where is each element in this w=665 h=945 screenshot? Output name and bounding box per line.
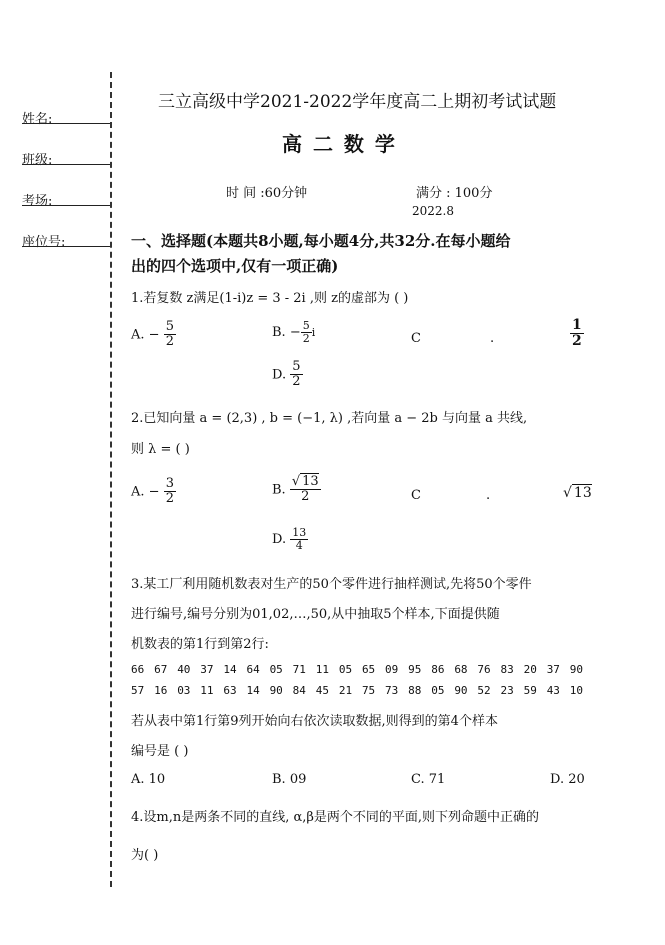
q1-option-a: A. − $\frac{5}{2}$ [131, 319, 174, 350]
q2-option-c-dot: . [486, 488, 491, 503]
name-label: 姓名: [22, 112, 53, 127]
random-number-cell: 90 [569, 663, 584, 676]
random-number-cell: 95 [408, 663, 422, 676]
random-number-cell: 10 [569, 684, 584, 697]
section-heading-line1: 一、选择题(本题共8小题,每小题4分,共32分.在每小题给 [131, 232, 511, 250]
room-label: 考场: [22, 194, 53, 209]
random-number-cell: 84 [292, 684, 306, 697]
q3-option-a: A. 10 [131, 772, 166, 787]
name-blank [22, 123, 110, 124]
random-number-cell: 23 [500, 684, 514, 697]
exam-time: 时 间 :60分钟 [226, 186, 308, 201]
random-number-cell: 11 [200, 684, 214, 697]
random-number-cell: 88 [408, 684, 422, 697]
random-number-cell: 73 [385, 684, 399, 697]
random-number-cell: 71 [292, 663, 306, 676]
random-number-cell: 90 [454, 684, 468, 697]
random-number-cell: 37 [200, 663, 214, 676]
random-number-cell: 11 [315, 663, 329, 676]
random-number-cell: 45 [315, 684, 329, 697]
q3-option-d: D. 20 [550, 772, 585, 787]
q3-line1: 3.某工厂利用随机数表对生产的50个零件进行抽样测试,先将50个零件 [131, 577, 532, 592]
seat-label: 座位号: [22, 235, 66, 250]
random-number-cell: 66 [131, 663, 145, 676]
q4-line2: 为( ) [131, 848, 159, 863]
random-number-cell: 76 [477, 663, 491, 676]
random-number-cell: 52 [477, 684, 491, 697]
q1-option-c-dot: . [490, 331, 495, 346]
q1-option-d: D. $\frac{5}{2}$ [272, 359, 301, 390]
random-number-cell: 40 [177, 663, 191, 676]
full-score: 满分 : 100分 [416, 186, 493, 201]
q2-stem-2: 则 λ = ( ) [131, 442, 190, 457]
seat-blank [22, 246, 110, 247]
section-heading-line2: 出的四个选项中,仅有一项正确) [131, 257, 339, 275]
random-number-cell: 03 [177, 684, 191, 697]
random-table-row-2 [131, 684, 593, 697]
random-number-cell: 14 [246, 684, 260, 697]
random-number-cell: 59 [523, 684, 537, 697]
q3-line2: 进行编号,编号分别为01,02,…,50,从中抽取5个样本,下面提供随 [131, 607, 500, 622]
random-number-cell: 37 [546, 663, 560, 676]
exam-date: 2022.8 [412, 204, 454, 218]
q2-option-b: B. $\frac{√ 13}{2}$ [272, 474, 319, 505]
random-number-cell: 16 [154, 684, 168, 697]
room-blank [22, 205, 110, 206]
random-number-cell: 90 [269, 684, 283, 697]
random-number-cell: 05 [338, 663, 353, 676]
random-number-cell: 67 [154, 663, 168, 676]
random-number-cell: 64 [246, 663, 260, 676]
q2-option-c-value: √ 13 [563, 485, 592, 501]
q2-option-c-label: C [411, 488, 421, 503]
random-table-row-1 [131, 663, 593, 676]
binding-dashed-line [110, 72, 112, 887]
q3-option-c: C. 71 [411, 772, 446, 787]
random-number-cell: 20 [523, 663, 537, 676]
exam-title: 三立高级中学2021-2022学年度高二上期初考试试题 [158, 92, 557, 112]
random-number-cell: 43 [546, 684, 560, 697]
q2-option-a: A. − $\frac{3}{2}$ [131, 476, 174, 507]
random-number-cell: 05 [431, 684, 445, 697]
q3-option-b: B. 09 [272, 772, 307, 787]
q3-line4: 若从表中第1行第9列开始向右依次读取数据,则得到的第4个样本 [131, 714, 498, 729]
q2-stem: 2.已知向量 a = (2,3) , b = (−1, λ) ,若向量 a − 2b 与向量 a 共线, [131, 411, 528, 426]
random-number-cell: 65 [361, 663, 376, 676]
q1-stem: 1.若复数 z满足(1-i)z = 3 - 2i ,则 z的虚部为 ( ) [131, 291, 409, 306]
q1-option-b: B. − $\frac{5}{2}$ i [272, 319, 316, 346]
random-number-cell: 86 [431, 663, 445, 676]
class-label: 班级: [22, 153, 53, 168]
class-blank [22, 164, 110, 165]
q3-line5: 编号是 ( ) [131, 744, 189, 759]
random-number-cell: 09 [385, 663, 399, 676]
q1-option-c-label: C [411, 331, 421, 346]
random-number-cell: 83 [500, 663, 514, 676]
random-number-cell: 57 [131, 684, 145, 697]
random-number-cell: 14 [223, 663, 237, 676]
random-number-cell: 68 [454, 663, 468, 676]
subject-title: 高 二 数 学 [282, 132, 397, 156]
random-number-cell: 05 [269, 663, 283, 676]
q3-line3: 机数表的第1行到第2行: [131, 637, 269, 652]
random-number-cell: 21 [338, 684, 353, 697]
q1-option-c-value: $\frac{1}{2}$ [572, 317, 582, 350]
q4-line1: 4.设m,n是两条不同的直线, α,β是两个不同的平面,则下列命题中正确的 [131, 810, 540, 825]
random-number-cell: 75 [361, 684, 376, 697]
random-number-cell: 63 [223, 684, 237, 697]
q2-option-d: D. $\frac{13}{4}$ [272, 526, 307, 553]
